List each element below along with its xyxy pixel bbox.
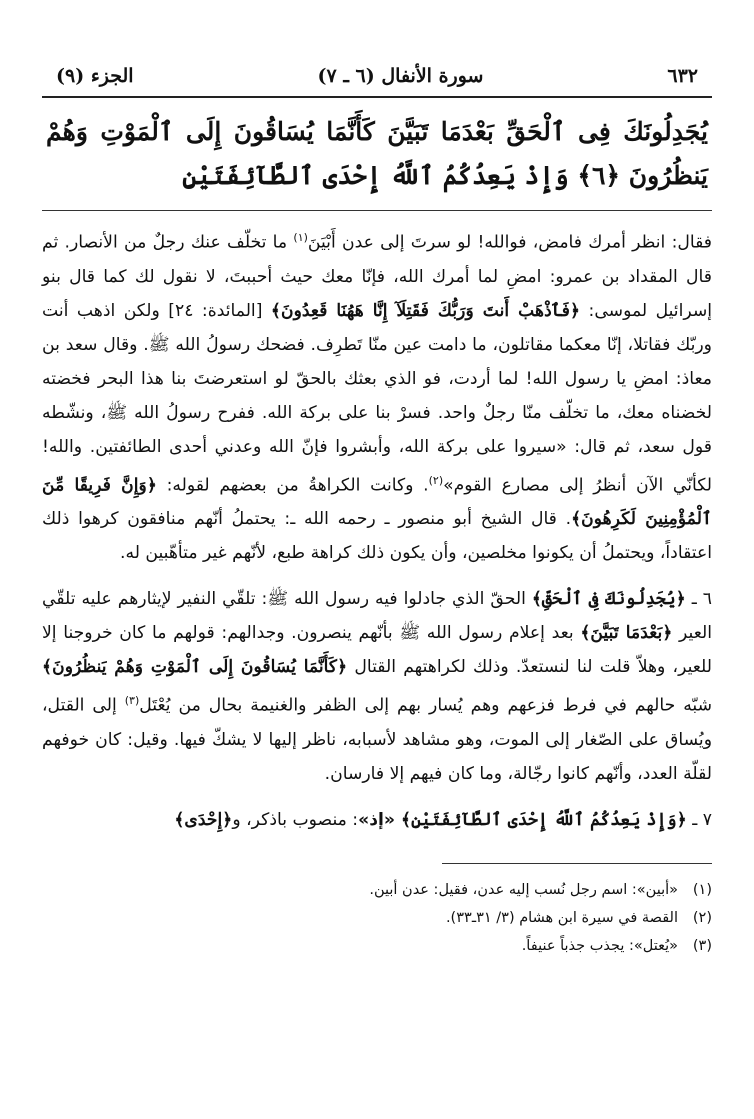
footnote-ref: (٢) bbox=[428, 473, 444, 487]
page-header bbox=[42, 58, 712, 94]
footnote-number: (١) bbox=[692, 882, 712, 899]
footnote-ref: (١) bbox=[293, 231, 308, 244]
text-run: [المائدة: ٢٤] ولكن اذهب أنت وربّك فقاتلا، إنّا معكما مقاتلون، ما دامت عين منّا تَطرِف. فضحك رسولُ الله ﷺ. وقال سعد بن معاذ: امضِ يا رسول الله! لما أردت، فو الذي بعثك بالحقّ لو استعرضتَ بنا هذا البحر فخضته لخضناه معك، ما تخلّف منّا رجلٌ واحد. فسرْ بنا على بركة الله. ففرح رسولُ الله ﷺ، ونشّطه قول سعد، ثم قال: «سيروا على بركة الله، وأبشروا فإنّ الله وعدني أحدى الطائفتين. والله! لكأنّي الآن أنظرُ إلى مصارع القوم» bbox=[42, 300, 712, 496]
footnote-text: «يُعتل»: يجذب جذباً عنيفاً. bbox=[521, 938, 678, 955]
verse-divider bbox=[42, 210, 712, 211]
commentary-paragraph bbox=[42, 221, 712, 570]
text-run: ٦ ـ bbox=[685, 589, 712, 610]
footnote-number: (٣) bbox=[692, 938, 712, 955]
quran-quote: ﴿فَٱذْهَبْ أَنتَ وَرَبُّكَ فَقَتِلَآ إِنَّا هَهُنَا قَعِدُونَ﴾ bbox=[270, 300, 581, 321]
page-number: ٦٣٢ bbox=[667, 65, 698, 87]
footnotes bbox=[42, 876, 712, 960]
quran-quote: ﴿كَأَنَّمَا يُسَاقُونَ إِلَى ٱلْمَوْتِ وَهُمْ يَنظُرُونَ﴾ bbox=[42, 657, 348, 678]
text-run: . قال الشيخ أبو منصور ـ رحمه الله ـ: يحتملُ أنّهم منافقون كرهوا ذلك اعتقاداً، ويحتملُ أن يكونوا مخلصين، وأن يكون ذلك كراهة طبع، لأنّهم غير متأهّبين له. bbox=[42, 509, 712, 564]
text-run: : منصوب باذكر، و bbox=[232, 810, 359, 831]
text-run: الحقّ الذي جادلوا فيه رسول الله ﷺ: تلقّي النفير لإيثارهم عليه تلقّي العير bbox=[42, 589, 713, 644]
quran-quote: ﴿وَإِنَّ فَرِيقًا مِّنَ ٱلْمُؤْمِنِينَ لَكَرِهُونَ﴾ bbox=[42, 475, 712, 530]
quran-verse: يُجَدِلُونَكَ فِى ٱلْحَقِّ بَعْدَمَا تَبَيَّنَ كَأَنَّمَا يُسَاقُونَ إِلَى ٱلْمَوْتِ وَهُمْ يَنظُرُونَ ﴿٦﴾ وَإِذْ يَعِدُكُمُ ٱللَّهُ إِحْدَى ٱلطَّآئِفَتَيْنِ bbox=[46, 117, 708, 190]
commentary-paragraph bbox=[42, 803, 712, 837]
footnote-item bbox=[42, 904, 712, 932]
text-run: فقال: انظر أمرك فامض، فوالله! لو سرتَ إلى عدن أَبْيَنَ bbox=[307, 232, 712, 253]
footnote-ref: (٣) bbox=[124, 694, 140, 708]
text-run: إلى القتل، ويُساق على الصّغار إلى الموت، وهو مشاهد لأسبابه، ناظر إليها لا يشكّ فيها. وقيل: كان خوفهم لقلّة العدد، وأنّهم كانوا رجّالة، وما كان فيهم إلا فارسان. bbox=[42, 696, 712, 785]
text-run: ٧ ـ bbox=[686, 810, 712, 831]
juz-label: الجزء (٩) bbox=[56, 65, 134, 87]
surah-title: سورة الأنفال (٦ ـ ٧) bbox=[317, 65, 484, 87]
footnote-item bbox=[42, 932, 712, 960]
text-run: بعد إعلام رسول الله ﷺ بأنّهم ينصرون. وجدالهم: قولهم ما كان خروجنا إلا للعير، وهلاّ قلت لنا لنستعدّ. وذلك لكراهتهم القتال bbox=[42, 623, 712, 678]
quran-quote: ﴿وَإِذْ يَعِدُكُمُ ٱللَّهُ إِحْدَى ٱلطَّآئِفَتَيْنِ﴾ bbox=[401, 810, 687, 831]
text-run: . وكانت الكراهةُ من بعضهم لقوله: bbox=[156, 475, 429, 496]
quran-quote: ﴿يُجَدِلُونَكَ فِى ٱلْحَقِّ﴾ bbox=[531, 589, 686, 610]
header-divider bbox=[42, 96, 712, 98]
bold-term: «إذ» bbox=[358, 810, 402, 831]
quran-quote: ﴿بَعْدَمَا تَبَيَّنَ﴾ bbox=[580, 623, 673, 644]
footnote-divider bbox=[442, 863, 712, 864]
quran-quote: ﴿إِحْدَى﴾ bbox=[174, 810, 233, 831]
book-page bbox=[42, 58, 712, 960]
footnote-number: (٢) bbox=[692, 910, 712, 927]
footnote-item bbox=[42, 876, 712, 904]
text-run: ما تخلّف عنك رجلٌ من الأنصار. ثم قال المقداد بن عمرو: امضِ لما أمرك الله، فإنّا معك حيث أحببتَ، لا نقول لك كما قال بنو إسرائيل لموسى: bbox=[42, 232, 713, 321]
footnote-text: القصة في سيرة ابن هشام (٣/ ٣١ـ٣٣). bbox=[445, 910, 678, 927]
footnote-text: «أبين»: اسم رجل نُسب إليه عدن، فقيل: عدن أبين. bbox=[369, 882, 678, 899]
commentary-body bbox=[42, 221, 712, 837]
commentary-paragraph bbox=[42, 582, 712, 791]
text-run: شبّه حالهم في فرط فزعهم وهم يُسار بهم إلى الظفر والغنيمة بحال من يُعْتَل bbox=[139, 696, 713, 717]
